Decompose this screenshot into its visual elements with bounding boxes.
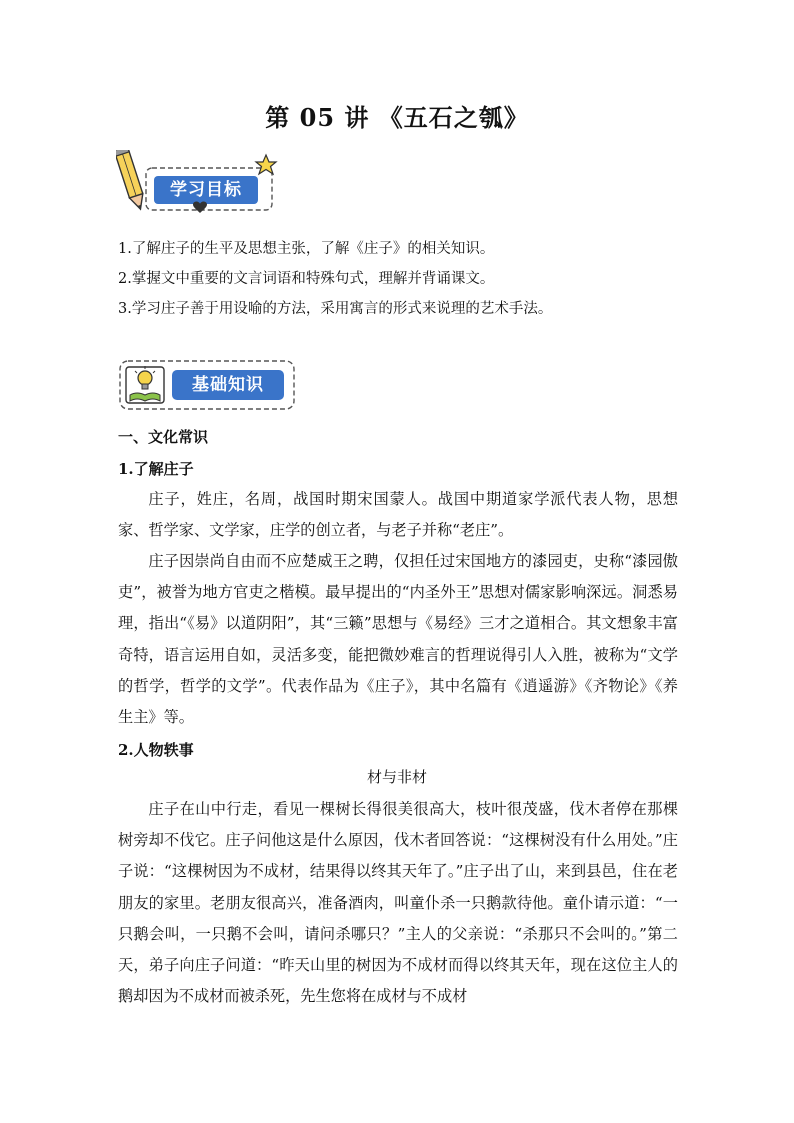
objectives-badge-label: 学习目标 (170, 180, 242, 200)
subsection-heading: 2.人物轶事 (118, 741, 194, 759)
objective-item: 3.学习庄子善于用设喻的方法，采用寓言的形式来说理的艺术手法。 (118, 301, 553, 317)
objective-item: 2.掌握文中重要的文言词语和特殊句式，理解并背诵课文。 (118, 271, 495, 287)
paragraph: 庄子，姓庄，名周，战国时期宋国蒙人。战国中期道家学派代表人物，思想家、哲学家、文学家，庄学的创立者，与老子并称“老庄”。 (118, 490, 678, 540)
paragraph: 庄子在山中行走，看见一棵树长得很美很高大，枝叶很茂盛，伐木者停在那棵树旁却不伐它。庄子问他这是什么原因，伐木者回答说：“这棵树没有什么用处。”庄子说：“这棵树因为不成材，结果得以终其天年了。”庄子出了山，来到县邑，住在老朋友的家里。老朋友很高兴，准备酒肉，叫童仆杀一只鹅款待他。童仆请示道：“一只鹅会叫，一只鹅不会叫，请问杀哪只？”主人的父亲说：“杀那只不会叫的。”第二天，弟子向庄子问道：“昨天山里的树因为不成材而得以终其天年，现在这位主人的鹅却因为不成材而被杀死，先生您将在成材与不成材 (118, 800, 678, 1006)
lightbulb-book-icon (126, 366, 164, 403)
subsection-heading: 1.了解庄子 (118, 460, 194, 478)
basics-badge (116, 355, 298, 417)
objectives-badge (116, 150, 286, 222)
pencil-icon (116, 150, 147, 211)
section-heading: 一、文化常识 (118, 428, 209, 446)
story-title: 材与非材 (366, 768, 427, 786)
objective-item: 1.了解庄子的生平及思想主张，了解《庄子》的相关知识。 (118, 241, 495, 257)
basics-badge-label: 基础知识 (192, 375, 264, 395)
page-title: 第 05 讲 《五石之瓠》 (265, 103, 529, 132)
paragraph: 庄子因崇尚自由而不应楚威王之聘，仅担任过宋国地方的漆园吏，史称“漆园傲吏”，被誉为地方官吏之楷模。最早提出的“内圣外王”思想对儒家影响深远。洞悉易理，指出“《易》以道阴阳”，其“三籁”思想与《易经》三才之道相合。其文想象丰富奇特，语言运用自如，灵活多变，能把微妙难言的哲理说得引人入胜，被称为“文学的哲学，哲学的文学”。代表作品为《庄子》，其中名篇有《逍遥游》《齐物论》《养生主》等。 (118, 552, 678, 727)
